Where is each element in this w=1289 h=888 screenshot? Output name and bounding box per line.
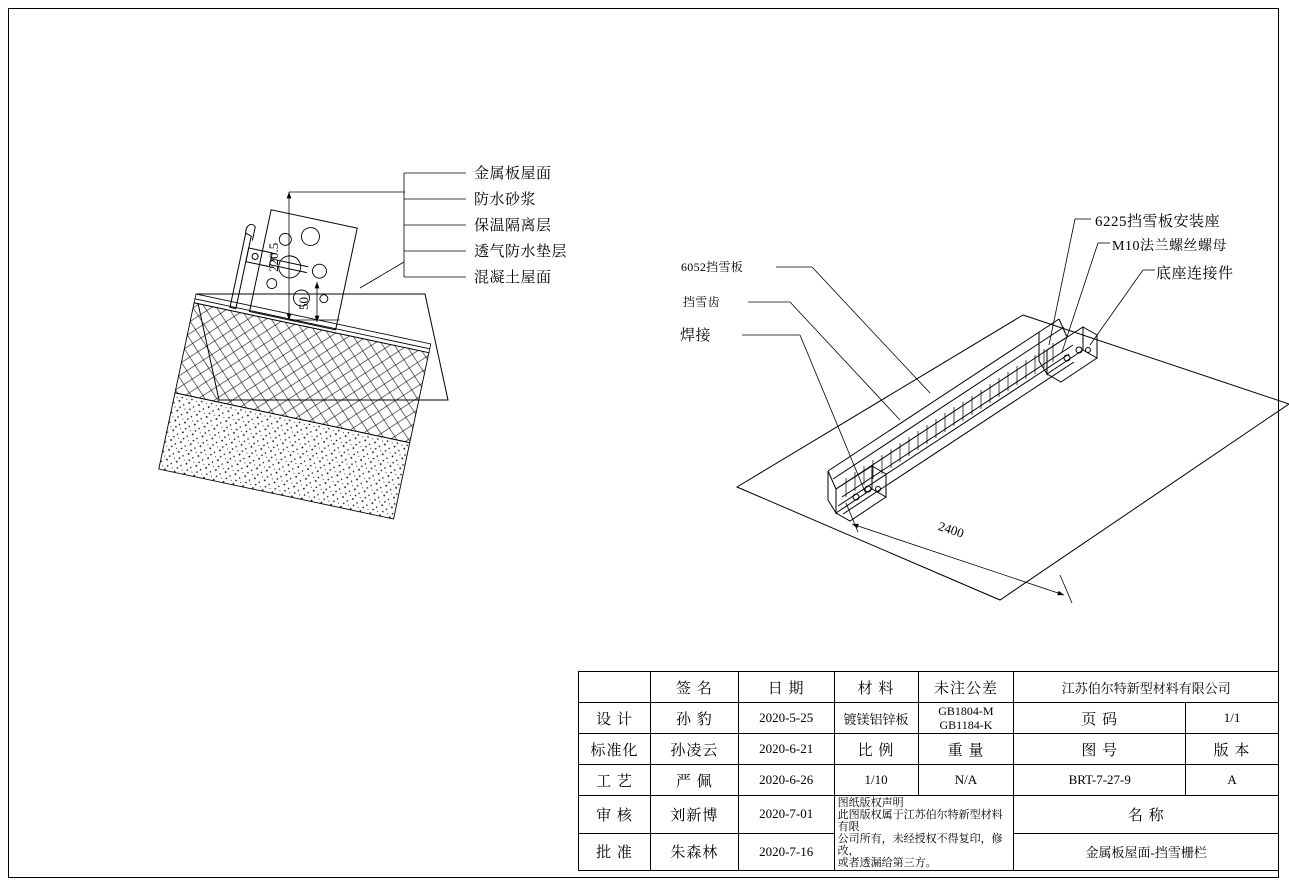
name-label: 名 称 [1014, 796, 1279, 834]
section-label-0: 金属板屋面 [474, 166, 552, 182]
title-block-row-design [579, 703, 1279, 734]
name-design: 孙 豹 [650, 703, 738, 734]
copyright-line-1: 此图版权属于江苏伯尔特新型材料有限 [837, 809, 1003, 833]
date-approval: 2020-7-16 [738, 833, 834, 871]
weight-value: N/A [918, 765, 1014, 796]
title-block [578, 671, 1279, 871]
version-label: 版 本 [1186, 734, 1279, 765]
drawing-no-label: 图 号 [1014, 734, 1186, 765]
date-review: 2020-7-01 [738, 796, 834, 834]
dimension-label-2400: 2400 [936, 518, 966, 541]
dimension-2400 [846, 503, 1072, 603]
role-approval: 批 准 [579, 833, 651, 871]
roof-section-view [159, 173, 466, 519]
role-review: 审 核 [579, 796, 651, 834]
copyright-line-2: 公司所有，未经授权不得复印，修改， [837, 833, 1003, 857]
name-approval: 朱森林 [650, 833, 738, 871]
iso-label-m10-nut: M10法兰螺丝螺母 [1112, 239, 1227, 254]
product-name: 金属板屋面-挡雪栅栏 [1014, 833, 1279, 871]
header-date: 日 期 [738, 672, 834, 703]
tolerance-line-2: GB1184-K [939, 718, 993, 732]
tolerance-value [918, 703, 1014, 734]
header-company: 江苏伯尔特新型材料有限公司 [1014, 672, 1279, 703]
dimension-label-50: 50 [296, 297, 311, 310]
header-signature: 签 名 [650, 672, 738, 703]
page-label: 页 码 [1014, 703, 1186, 734]
title-block-row-standardization [579, 734, 1279, 765]
section-label-3: 透气防水垫层 [474, 244, 568, 260]
iso-label-6052: 6052挡雪板 [681, 260, 744, 274]
role-process: 工 艺 [579, 765, 651, 796]
cell-empty [579, 672, 651, 703]
page-value: 1/1 [1186, 703, 1279, 734]
header-material: 材 料 [834, 672, 918, 703]
date-design: 2020-5-25 [738, 703, 834, 734]
iso-label-snow-teeth: 挡雪齿 [683, 295, 720, 309]
title-block-row-process [579, 765, 1279, 796]
iso-label-base-connector: 底座连接件 [1156, 266, 1234, 282]
section-label-1: 防水砂浆 [474, 192, 537, 208]
material-value: 镀镁铝锌板 [834, 703, 918, 734]
weight-label: 重 量 [918, 734, 1014, 765]
name-review: 刘新博 [650, 796, 738, 834]
drawing-no-value: BRT-7-27-9 [1014, 765, 1186, 796]
iso-label-welding: 焊接 [680, 328, 712, 344]
iso-label-6225-mount: 6225挡雪板安装座 [1095, 214, 1221, 230]
scale-value: 1/10 [834, 765, 918, 796]
copyright-line-0: 图纸版权声明 [837, 797, 904, 809]
scale-label: 比 例 [834, 734, 918, 765]
section-label-4: 混凝土屋面 [474, 270, 552, 286]
name-standardization: 孙凌云 [650, 734, 738, 765]
title-block-header-row [579, 672, 1279, 703]
dimension-label-220: 220.5 [266, 242, 281, 272]
copyright-line-3: 或者透漏给第三方。 [837, 857, 937, 869]
section-leader-lines [360, 173, 466, 288]
iso-leader-lines-left [742, 267, 930, 494]
copyright-note [834, 796, 1014, 871]
name-process: 严 佩 [650, 765, 738, 796]
role-design: 设 计 [579, 703, 651, 734]
version-value: A [1186, 765, 1279, 796]
date-process: 2020-6-26 [738, 765, 834, 796]
header-tolerance: 未注公差 [918, 672, 1014, 703]
role-standardization: 标准化 [579, 734, 651, 765]
section-label-2: 保温隔离层 [474, 218, 552, 234]
tolerance-line-1: GB1804-M [938, 704, 994, 718]
title-block-row-review [579, 796, 1279, 834]
date-standardization: 2020-6-21 [738, 734, 834, 765]
